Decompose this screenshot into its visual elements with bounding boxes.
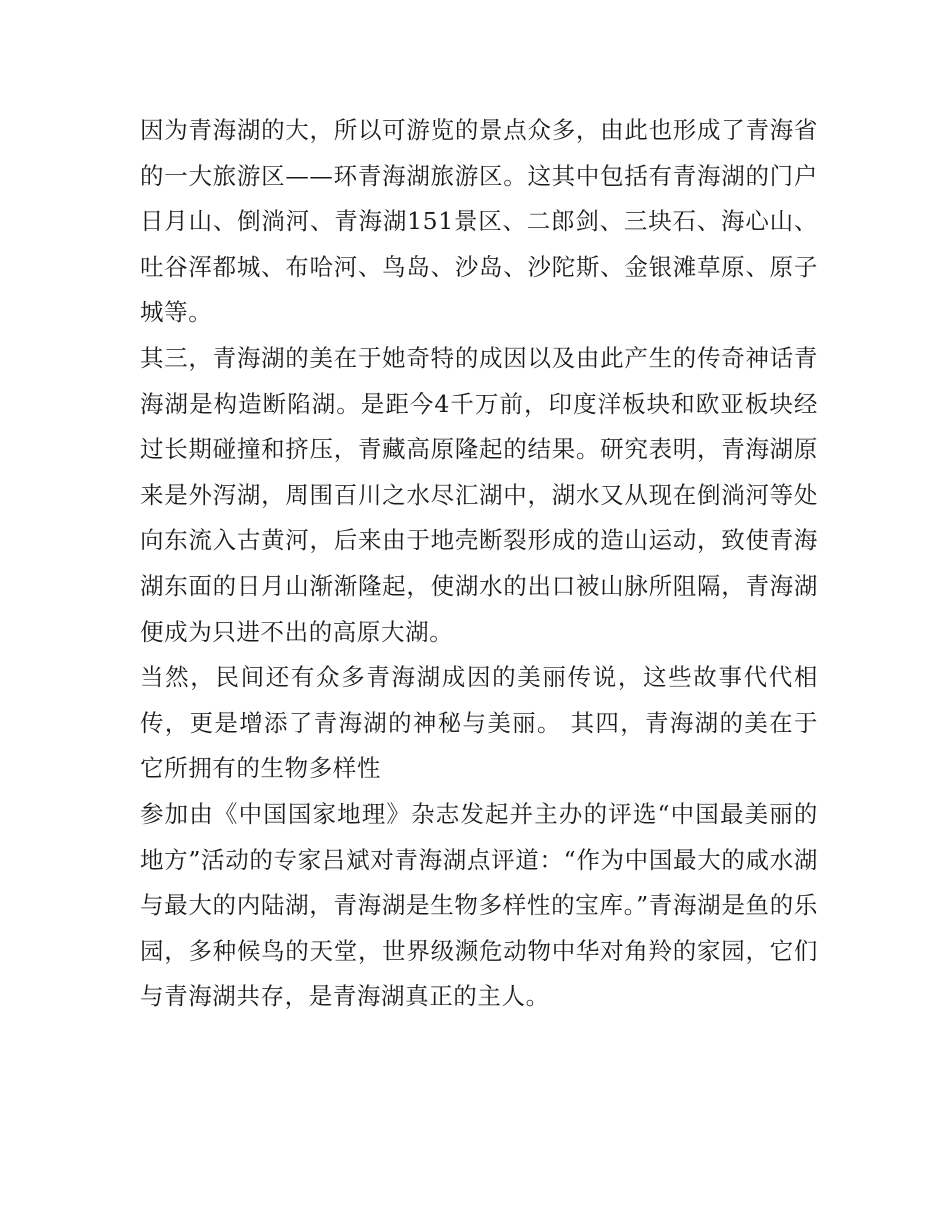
paragraph-legends-biodiversity: 当然，民间还有众多青海湖成因的美丽传说，这些故事代代相传，更是增添了青海湖的神秘与美丽。 其四，青海湖的美在于它所拥有的生物多样性 — [140, 663, 818, 783]
paragraph-scenic-spots: 因为青海湖的大，所以可游览的景点众多，由此也形成了青海省的一大旅游区——环青海湖旅游区。这其中包括有青海湖的门户日月山、倒淌河、青海湖151景区、二郎剑、三块石、海心山、吐谷浑都城、布哈河、鸟岛、沙岛、沙陀斯、金银滩草原、原子城等。 — [140, 116, 818, 327]
paragraph-expert-review: 参加由《中国国家地理》杂志发起并主办的评选“中国最美丽的地方”活动的专家吕斌对青海湖点评道：“作为中国最大的咸水湖与最大的内陆湖，青海湖是生物多样性的宝库。”青海湖是鱼的乐园，多种候鸟的天堂，世界级濒危动物中华对角羚的家园，它们与青海湖共存，是青海湖真正的主人。 — [140, 799, 818, 1011]
document-body — [140, 108, 818, 1020]
paragraph-lake-formation: 其三，青海湖的美在于她奇特的成因以及由此产生的传奇神话青海湖是构造断陷湖。是距今4千万前，印度洋板块和欧亚板块经过长期碰撞和挤压，青藏高原隆起的结果。研究表明，青海湖原来是外泻湖，周围百川之水尽汇湖中，湖水又从现在倒淌河等处向东流入古黄河，后来由于地壳断裂形成的造山运动，致使青海湖东面的日月山渐渐隆起，使湖水的出口被山脉所阻隔，青海湖便成为只进不出的高原大湖。 — [140, 343, 818, 646]
